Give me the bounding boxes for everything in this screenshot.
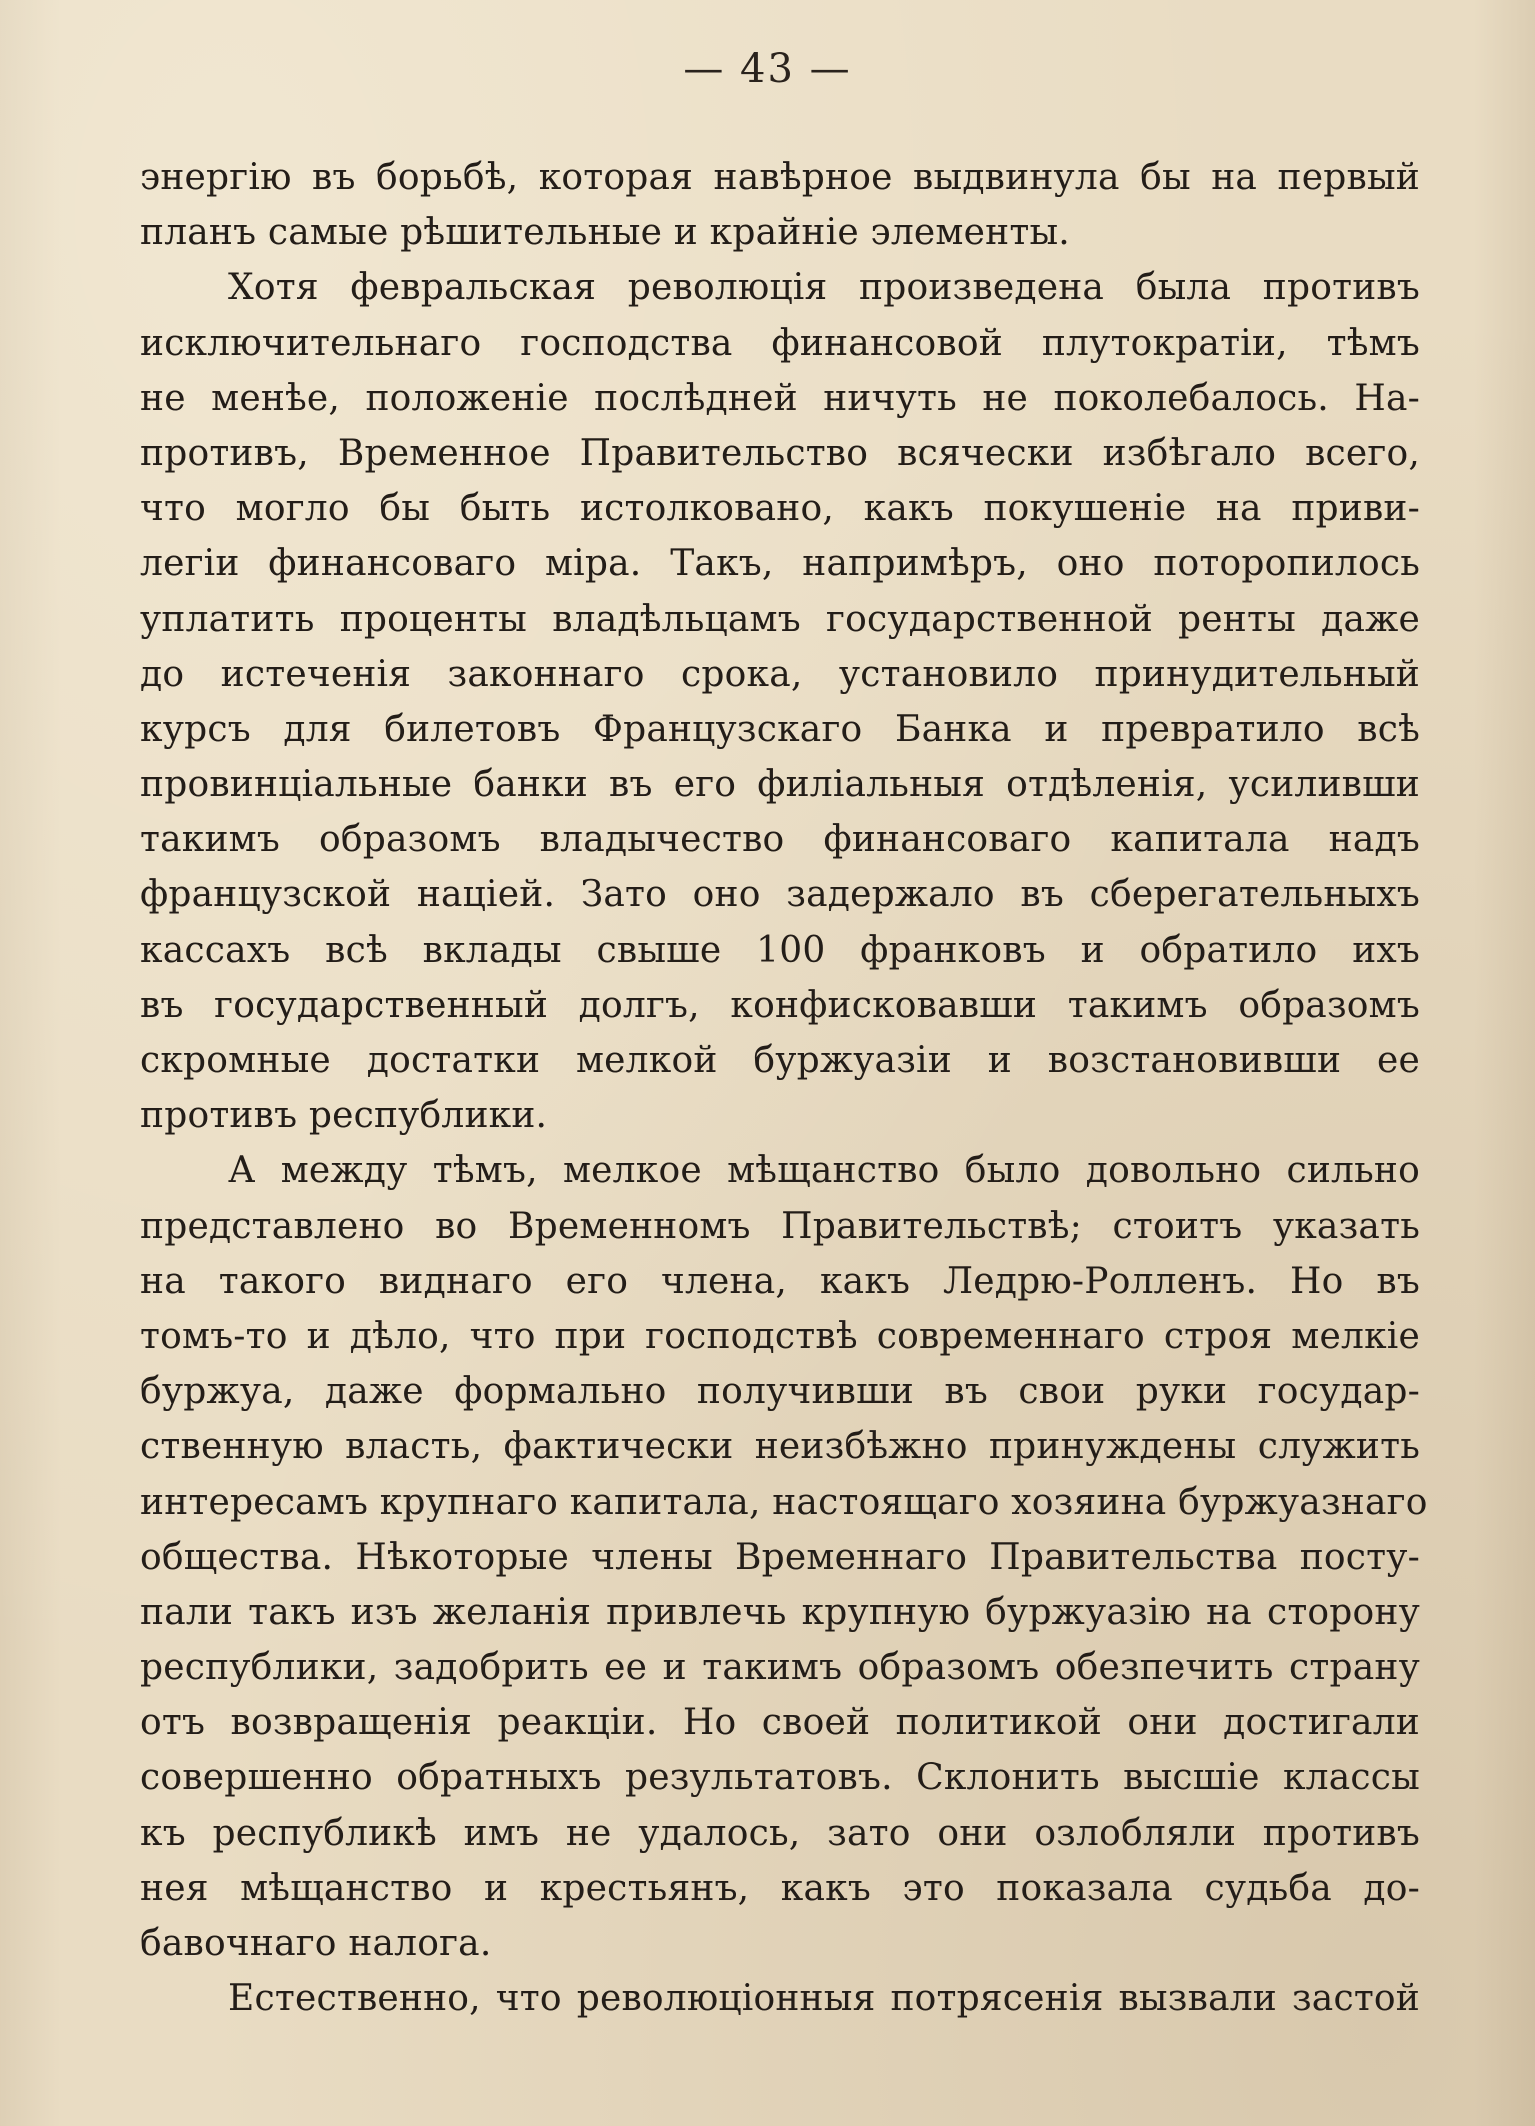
- text-line: на такого виднаго его члена, какъ Ледрю-Ролленъ. Но въ: [140, 1260, 1420, 1302]
- text-line: легіи финансоваго міра. Такъ, напримѣръ, оно поторопилось: [140, 543, 1420, 585]
- text-line: представлено во Временномъ Правительствѣ; стоитъ указать: [140, 1205, 1420, 1247]
- text-line: томъ-то и дѣло, что при господствѣ современнаго строя мелкіе: [140, 1315, 1420, 1357]
- text-line: до истеченія законнаго срока, установило принудительный: [140, 653, 1420, 695]
- text-line: интересамъ крупнаго капитала, настоящаго хозяина буржуазнаго: [140, 1481, 1428, 1523]
- text-line: такимъ образомъ владычество финансоваго капитала надъ: [140, 819, 1420, 861]
- text-line: уплатить проценты владѣльцамъ государственной ренты даже: [140, 598, 1420, 640]
- text-line: не менѣе, положеніе послѣдней ничуть не поколебалось. На-: [140, 377, 1420, 419]
- text-line: французской націей. Зато оно задержало въ сберегательныхъ: [140, 874, 1420, 916]
- text-line: республики, задобрить ее и такимъ образомъ обезпечить страну: [140, 1647, 1420, 1689]
- text-line: курсъ для билетовъ Французскаго Банка и превратило всѣ: [140, 708, 1420, 750]
- text-line: скромные достатки мелкой буржуазіи и возстановивши ее: [140, 1040, 1420, 1081]
- text-line: энергію въ борьбѣ, которая навѣрное выдвинула бы на первый: [140, 157, 1420, 198]
- text-line: совершенно обратныхъ результатовъ. Склонить высшіе классы: [140, 1757, 1420, 1799]
- text-line: общества. Нѣкоторые члены Временнаго Правительства посту-: [140, 1536, 1420, 1578]
- text-line: противъ, Временное Правительство всячески избѣгало всего,: [140, 432, 1420, 474]
- text-line: кассахъ всѣ вклады свыше 100 франковъ и обратило ихъ: [140, 929, 1420, 971]
- text-line: противъ республики.: [140, 1095, 548, 1137]
- text-line: бавочнаго налога.: [140, 1923, 492, 1964]
- page-number: — 43 —: [683, 46, 852, 92]
- text-line: провинціальные банки въ его филіальныя отдѣленія, усиливши: [140, 764, 1420, 806]
- text-line: Хотя февральская революція произведена была противъ: [228, 267, 1420, 309]
- text-line: буржуа, даже формально получивши въ свои руки государ-: [140, 1371, 1420, 1413]
- text-line: Естественно, что революціонныя потрясенія вызвали застой: [228, 1978, 1420, 2020]
- text-line: нея мѣщанство и крестьянъ, какъ это показала судьба до-: [140, 1867, 1420, 1909]
- text-line: планъ самые рѣшительные и крайніе элементы.: [140, 212, 1070, 254]
- text-line: къ республикѣ имъ не удалось, зато они озлобляли противъ: [140, 1812, 1420, 1854]
- text-line: пали такъ изъ желанія привлечь крупную буржуазію на сторону: [140, 1591, 1420, 1633]
- body-text: [140, 150, 1428, 2026]
- text-line: ственную власть, фактически неизбѣжно принуждены служить: [140, 1426, 1420, 1468]
- text-line: въ государственный долгъ, конфисковавши такимъ образомъ: [140, 984, 1420, 1026]
- text-line: отъ возвращенія реакціи. Но своей политикой они достигали: [140, 1702, 1420, 1744]
- text-line: что могло бы быть истолковано, какъ покушеніе на приви-: [140, 488, 1420, 530]
- text-line: исключительнаго господства финансовой плутократіи, тѣмъ: [140, 322, 1420, 364]
- text-line: А между тѣмъ, мелкое мѣщанство было довольно сильно: [228, 1150, 1420, 1192]
